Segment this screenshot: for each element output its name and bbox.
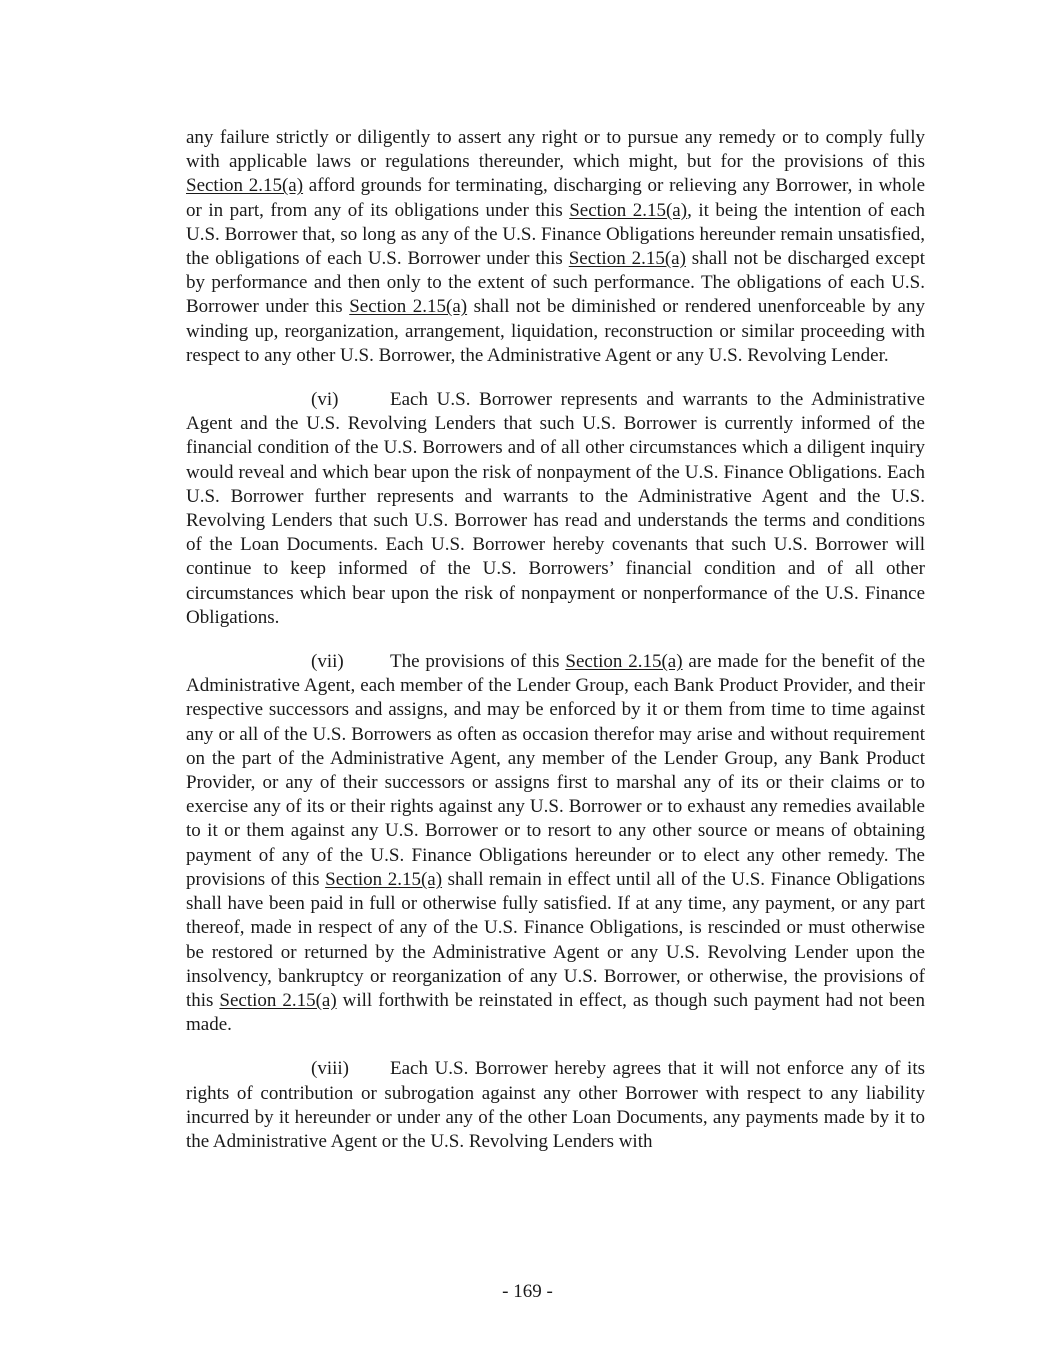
paragraph-text: any failure strictly or diligently to assert any right or to pursue any remedy or to comply fully with applicable laws or regulations thereunder, which might, but for the provisions of this [186,127,925,173]
paragraph-text: will forthwith be reinstated in effect, as though such payment had not been made. [186,989,925,1036]
clause-number: (vii) [311,651,344,673]
paragraph-text: are made for the benefit of the Administrative Agent, each member of the Lender Group, each Bank Product Provider, and their respective successors and assigns, and may be enforced by it or them from time to time against any or all of the U.S. Borrowers as often as occasion therefor may arise and without requirement on the part of the Administrative Agent, any member of the Lender Group, any Bank Product Provider, or any of their successors or assigns first to marshal any of its or their claims or to exercise any of its or their rights against any U.S. Borrower or to exhaust any remedies available to it or them against any U.S. Borrower or to resort to any other source or means of obtaining payment of any of the U.S. Finance Obligations hereunder or to elect any other remedy. The provisions of this [186,651,926,890]
clause-number: (viii) [311,1058,349,1080]
paragraph-continuation [186,126,925,368]
paragraph-text: afford grounds for terminating, discharging or relieving any Borrower, in whole or in part, from any of its obligations under this [186,175,925,221]
section-reference: Section 2.15(a) [349,296,468,318]
section-reference: Section 2.15(a) [219,989,337,1011]
section-reference: Section 2.15(a) [568,248,686,270]
paragraph-text: , it being the intention of each U.S. Borrower that, so long as any of the U.S. Finance Obligations hereunder remain unsatisfied, the obligations of each U.S. Borrower under this [186,199,926,270]
page-number: - 169 - [502,1281,553,1302]
section-reference: Section 2.15(a) [569,199,688,221]
paragraph-vi [186,388,925,630]
paragraph-text: Each U.S. Borrower represents and warrants to the Administrative Agent and the U.S. Revolving Lenders that such U.S. Borrower is currently informed of the financial condition of the U.S. Borrowers and of all other circumstances which a diligent inquiry would reveal and which bear upon the risk of nonpayment of the U.S. Finance Obligations. Each U.S. Borrower further represents and warrants to the Administrative Agent and the U.S. Revolving Lenders that such U.S. Borrower has read and understands the terms and conditions of the Loan Documents. Each U.S. Borrower hereby covenants that such U.S. Borrower will continue to keep informed of the U.S. Borrowers’ financial condition and of all other circumstances which bear upon the risk of nonpayment or nonperformance of the U.S. Finance Obligations. [186,389,925,628]
paragraph-text: shall not be discharged except by performance and then only to the extent of such performance. The obligations of each U.S. Borrower under this [186,248,925,318]
document-body [186,126,925,1174]
section-reference: Section 2.15(a) [565,651,683,673]
clause-number: (vi) [311,389,339,411]
paragraph-text: Each U.S. Borrower hereby agrees that it will not enforce any of its rights of contribution or subrogation against any other Borrower with respect to any liability incurred by it hereunder or under any of the other Loan Documents, any payments made by it to the Administrative Agent or the U.S. Revolving Lenders with [186,1058,925,1152]
section-reference: Section 2.15(a) [325,868,443,890]
section-reference: Section 2.15(a) [186,175,304,197]
paragraph-text: The provisions of this [390,651,566,673]
paragraph-viii [186,1057,925,1154]
paragraph-text: shall remain in effect until all of the U.S. Finance Obligations shall have been paid in full or otherwise fully satisfied. If at any time, any payment, or any part thereof, made in respect of any of the U.S. Finance Obligations, is rescinded or must otherwise be restored or returned by the Administrative Agent or any U.S. Revolving Lender upon the insolvency, bankruptcy or reorganization of any U.S. Borrower, or otherwise, the provisions of this [186,868,925,1011]
paragraph-vii [186,650,925,1037]
paragraph-text: shall not be diminished or rendered unenforceable by any winding up, reorganization, arrangement, liquidation, reconstruction or similar proceeding with respect to any other U.S. Borrower, the Administrative Agent or any U.S. Revolving Lender. [186,296,925,366]
